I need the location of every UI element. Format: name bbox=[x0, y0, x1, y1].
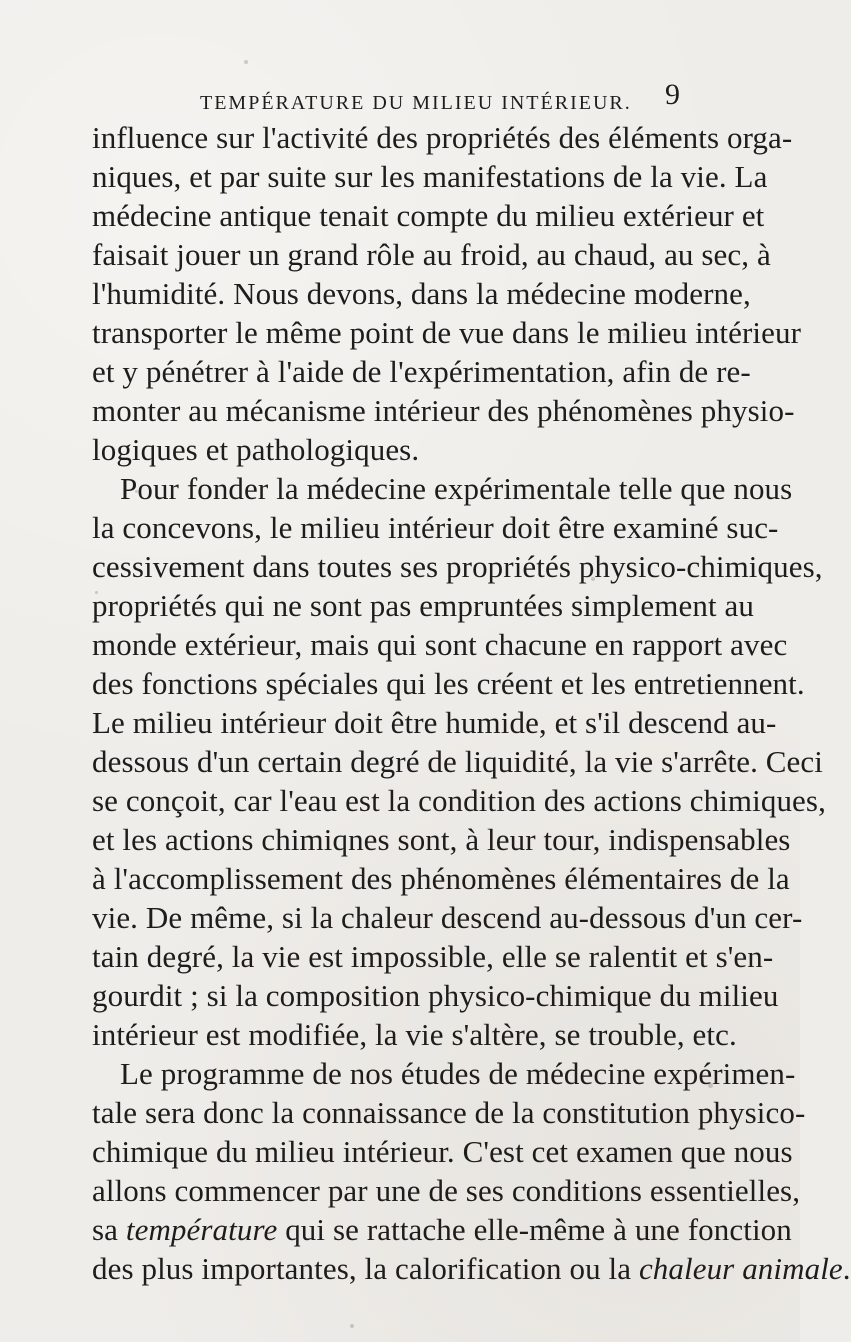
line-30-start: des plus importantes, la calorification ou la bbox=[92, 1251, 639, 1286]
paper-speck bbox=[135, 490, 138, 493]
text-line-11: la concevons, le milieu intérieur doit être examiné suc- bbox=[92, 510, 779, 545]
italic-term-chaleur-animale: chaleur animale bbox=[638, 1251, 843, 1286]
text-line-22: tain degré, la vie est impossible, elle se ralentit et s'en- bbox=[92, 939, 774, 974]
paper-speck bbox=[708, 1083, 713, 1088]
text-line-16: Le milieu intérieur doit être humide, et s'il descend au- bbox=[92, 705, 777, 740]
text-line-2: niques, et par suite sur les manifestations de la vie. La bbox=[92, 159, 768, 194]
text-line-7: et y pénétrer à l'aide de l'expérimentation, afin de re- bbox=[92, 354, 751, 389]
text-line-1: influence sur l'activité des propriétés des éléments orga- bbox=[92, 120, 793, 155]
text-line-14: monde extérieur, mais qui sont chacune en rapport avec bbox=[92, 627, 788, 662]
line-29-start: sa bbox=[92, 1212, 126, 1247]
line-29-end: qui se rattache elle-même à une fonction bbox=[277, 1212, 792, 1247]
text-line-3: médecine antique tenait compte du milieu extérieur et bbox=[92, 198, 765, 233]
text-line-8: monter au mécanisme intérieur des phénomènes physio- bbox=[92, 393, 795, 428]
paper-speck bbox=[623, 333, 626, 336]
text-line-20: à l'accomplissement des phénomènes élémentaires de la bbox=[92, 861, 790, 896]
text-line-6: transporter le même point de vue dans le milieu intérieur bbox=[92, 315, 801, 350]
text-line-21: vie. De même, si la chaleur descend au-dessous d'un cer- bbox=[92, 900, 803, 935]
text-line-12: cessivement dans toutes ses propriétés physico-chimiques, bbox=[92, 549, 823, 584]
line-30-end: . bbox=[842, 1251, 851, 1286]
text-line-10: Pour fonder la médecine expérimentale telle que nous bbox=[120, 471, 793, 506]
page-header bbox=[0, 78, 800, 122]
text-line-27: chimique du milieu intérieur. C'est cet examen que nous bbox=[92, 1134, 793, 1169]
text-line-17: dessous d'un certain degré de liquidité, la vie s'arrête. Ceci bbox=[92, 744, 823, 779]
text-line-25: Le programme de nos études de médecine expérimen- bbox=[120, 1056, 796, 1091]
text-line-23: gourdit ; si la composition physico-chimique du milieu bbox=[92, 978, 779, 1013]
paper-speck bbox=[95, 591, 98, 594]
paper-speck bbox=[350, 1324, 354, 1328]
text-line-19: et les actions chimiqnes sont, à leur tour, indispensables bbox=[92, 822, 791, 857]
text-line-29 bbox=[92, 1210, 792, 1249]
paper-speck bbox=[244, 60, 248, 64]
text-line-9: logiques et pathologiques. bbox=[92, 432, 420, 467]
text-line-5: l'humidité. Nous devons, dans la médecine moderne, bbox=[92, 276, 751, 311]
running-title: TEMPÉRATURE DU MILIEU INTÉRIEUR. bbox=[200, 92, 632, 114]
italic-term-temperature: température bbox=[125, 1212, 278, 1247]
text-line-28: allons commencer par une de ses conditions essentielles, bbox=[92, 1173, 801, 1208]
text-line-13: propriétés qui ne sont pas empruntées simplement au bbox=[92, 588, 754, 623]
text-line-30 bbox=[92, 1249, 851, 1288]
page-number: 9 bbox=[665, 78, 680, 111]
text-line-26: tale sera donc la connaissance de la constitution physico- bbox=[92, 1095, 806, 1130]
text-line-4: faisait jouer un grand rôle au froid, au chaud, au sec, à bbox=[92, 237, 771, 272]
text-line-24: intérieur est modifiée, la vie s'altère, se trouble, etc. bbox=[92, 1017, 737, 1052]
text-line-18: se conçoit, car l'eau est la condition des actions chimiques, bbox=[92, 783, 826, 818]
paper-speck bbox=[591, 577, 595, 581]
text-line-15: des fonctions spéciales qui les créent et les entretiennent. bbox=[92, 666, 805, 701]
